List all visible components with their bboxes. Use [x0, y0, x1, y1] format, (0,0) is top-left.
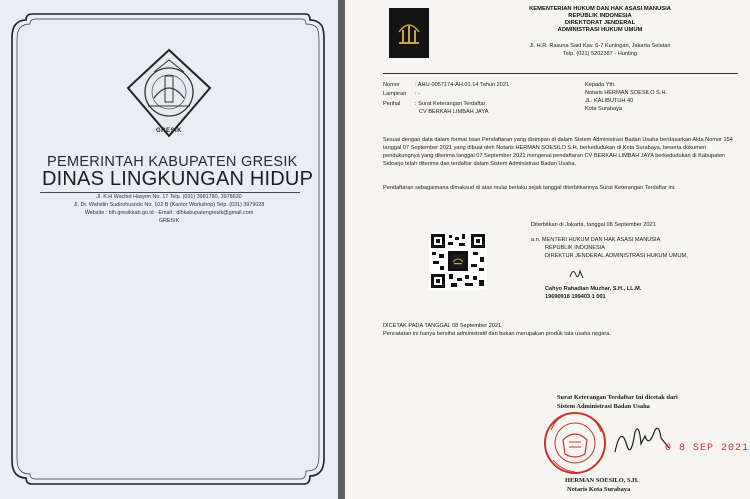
administrative-note: Pencatatan ini hanya bersifat administratif dan bukan merupakan produk tata usaha negara.: [383, 331, 611, 337]
agency-name: DINAS LINGKUNGAN HIDUP: [42, 168, 314, 190]
left-document-page: [0, 0, 338, 499]
notary-line-1: Surat Keterangan Terdaftar Ini dicetak dari: [557, 394, 678, 401]
header-line-3: DIREKTORAT JENDERAL: [564, 20, 636, 26]
notary-line-2: Sistem Administrasi Badan Usaha: [557, 403, 650, 410]
notary-signature-icon: [611, 418, 675, 462]
emblem-label: GRESIK: [155, 128, 182, 134]
city-line: GRESIK: [158, 218, 180, 224]
recipient-line-2: Notaris HERMAN SOESILO S.H.: [585, 90, 668, 96]
header-line-4: ADMINISTRASI HUKUM UMUM: [557, 27, 643, 33]
government-name: PEMERINTAH KABUPATEN GRESIK: [47, 154, 298, 170]
notary-title: Notaris Kota Surabaya: [567, 486, 631, 493]
right-document-page: [345, 0, 750, 499]
header-phone: Telp. (021) 5202387 - Hunting: [562, 51, 637, 57]
perihal-value-2: CV BERKAH LIMBAH JAYA: [419, 109, 489, 115]
address-line-2: Jl. Dr. Wahidin Sudirohusodo No. 102 B (Kantor Workshop) Telp. (031) 3979028: [73, 202, 265, 208]
header-divider: [383, 73, 738, 74]
notary-stamp-icon: [541, 410, 613, 476]
address-line-1: Jl. K.H Wachid Hasyim No. 17 Telp. (031) 3981780, 3978630: [96, 194, 242, 200]
lampiran-value: : -: [415, 91, 420, 97]
recipient-line-4: Kota Surabaya: [585, 106, 623, 112]
stamp-date: 0 8 SEP 2021: [665, 443, 750, 454]
recipient-line-3: JL. KALIBUTUH 40: [585, 98, 634, 104]
header-line-2: REPUBLIK INDONESIA: [568, 13, 632, 19]
lampiran-label: Lampiran: [383, 91, 407, 97]
signer-name: Cahyo Rahadian Muzhar, S.H., LL.M.: [545, 286, 642, 292]
nomor-value: : AHU-0057174-AH.01.14 Tahun 2021: [415, 82, 510, 88]
notary-name: HERMAN SOESILO, S.H.: [565, 477, 639, 484]
body-paragraph-2: Pendaftaran sebagaimana dimaksud di atas mulai berlaku sejak tanggal diterbitkannya Surat Keterangan Terdaftar ini.: [383, 185, 676, 191]
signer-line-1: a.n. MENTERI HUKUM DAN HAK ASASI MANUSIA: [531, 237, 661, 243]
signer-line-2: REPUBLIK INDONESIA: [545, 245, 605, 251]
header-address: Jl. H.R. Rasuna Said Kav. 6-7 Kuningan, Jakarta Selatan: [529, 43, 671, 49]
body-paragraph-1: Sesuai dengan data dalam format Isian Pendaftaran yang disimpan di dalam Sistem Administrasi Badan Usaha berdasarkan Akta Nomor 154 tanggal 07 September 2021 yang dibuat oleh Notaris HERMAN SOESILO S.H. berkedudukan di Kota Surabaya, beserta dokumen pendukungnya yang diterima tanggal 07 September 2021 mengenai pendaftaran CV BERKAH LIMBAH JAYA berkedudukan di Kabupaten Sidoarjo telah diterima dan terdaftar dalam Sistem Administrasi Badan Usaha.: [383, 137, 733, 168]
signer-line-3: DIREKTUR JENDERAL ADMINISTRASI HUKUM UMUM,: [545, 253, 688, 259]
ministry-logo-icon: [389, 8, 429, 58]
issued-line: Diterbitkan di Jakarta, tanggal 08 September 2021: [531, 222, 656, 228]
website-line: Website : blh.gresikkab.go.id - Email : dlhkabupatengresik@gmail.com: [84, 210, 254, 216]
perihal-label: Perihal: [383, 101, 401, 107]
digital-signature-icon: [567, 263, 587, 283]
qr-code-icon: [429, 232, 487, 290]
header-rule: [40, 192, 300, 193]
nomor-label: Nomor: [383, 82, 400, 88]
perihal-value-1: : Surat Keterangan Terdaftar: [415, 101, 486, 107]
header-line-1: KEMENTERIAN HUKUM DAN HAK ASASI MANUSIA: [529, 6, 671, 12]
printed-date: DICETAK PADA TANGGAL 08 September 2021: [383, 323, 502, 329]
recipient-line-1: Kepada Yth.: [585, 82, 616, 88]
signer-nip: 19690918 199403 1 001: [545, 294, 606, 300]
gresik-emblem-icon: [124, 48, 214, 140]
